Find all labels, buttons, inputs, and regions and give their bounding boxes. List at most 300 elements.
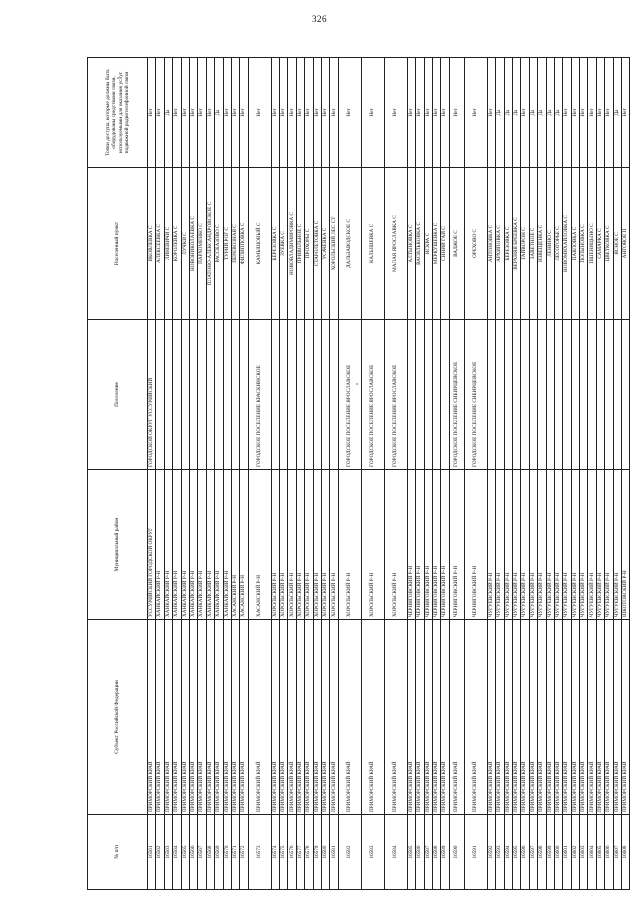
cell-number: 16589: [441, 815, 449, 890]
cell-locality: АРХИПОВКА С: [496, 168, 504, 320]
table-row: [407, 58, 415, 890]
table-row: [563, 58, 571, 890]
cell-district: ХОРОЛЬСКИЙ Р-Н: [313, 470, 321, 620]
cell-locality: ПЕРЕВОЗНАЯ С: [231, 168, 239, 320]
page-number: 326: [312, 14, 327, 24]
cell-district: ХОРОЛЬСКИЙ Р-Н: [288, 470, 296, 620]
cell-locality: КАМЫШОВЫЙ С: [248, 168, 271, 320]
cell-settlement: [432, 320, 440, 470]
cell-access: Нет: [416, 58, 424, 168]
cell-subject: ПРИМОРСКИЙ КРАЙ: [407, 620, 415, 815]
cell-access: Нет: [181, 58, 189, 168]
cell-subject: ПРИМОРСКИЙ КРАЙ: [588, 620, 596, 815]
cell-number: 16579: [313, 815, 321, 890]
cell-access: Нет: [248, 58, 271, 168]
cell-settlement: [554, 320, 562, 470]
table-row: [596, 58, 604, 890]
cell-locality: ЛЕНИНО С: [546, 168, 554, 320]
table-row: [529, 58, 537, 890]
cell-locality: БЕРЕЗОВКА С: [271, 168, 279, 320]
cell-number: 16592: [487, 815, 495, 890]
cell-district: ЧУГУЕВСКИЙ Р-Н: [512, 470, 520, 620]
cell-access: Нет: [148, 58, 156, 168]
cell-access: Да: [529, 58, 537, 168]
cell-district: ХАНКАЙСКИЙ Р-Н: [156, 470, 164, 620]
cell-district: ЧУГУЕВСКИЙ Р-Н: [487, 470, 495, 620]
cell-access: Да: [504, 58, 512, 168]
cell-access: Нет: [280, 58, 288, 168]
cell-access: Нет: [361, 58, 384, 168]
cell-district: ЧЕРНИГОВСКИЙ Р-Н: [407, 470, 415, 620]
cell-access: Нет: [296, 58, 304, 168]
table-row: [588, 58, 596, 890]
cell-access: Нет: [271, 58, 279, 168]
cell-settlement: [173, 320, 181, 470]
table-row: [296, 58, 304, 890]
cell-number: 16561: [148, 815, 156, 890]
cell-subject: ПРИМОРСКИЙ КРАЙ: [504, 620, 512, 815]
cell-number: 16572: [240, 815, 248, 890]
cell-district: ХАСАНСКИЙ Р-Н: [231, 470, 239, 620]
cell-subject: ПРИМОРСКИЙ КРАЙ: [361, 620, 384, 815]
cell-access: Нет: [424, 58, 432, 168]
cell-access: Нет: [464, 58, 487, 168]
cell-subject: ПРИМОРСКИЙ КРАЙ: [223, 620, 231, 815]
table-row: [189, 58, 197, 890]
cell-locality: КАЛЫШЕВКА С: [361, 168, 384, 320]
cell-number: 16591: [464, 815, 487, 890]
table-row: [622, 58, 630, 890]
cell-number: 16585: [407, 815, 415, 890]
cell-access: Нет: [622, 58, 630, 168]
cell-settlement: [416, 320, 424, 470]
table-row: [512, 58, 520, 890]
table-row: [424, 58, 432, 890]
cell-locality: ЛИНЕВИЧИ С: [164, 168, 172, 320]
cell-locality: РАССКАЗОВО С: [215, 168, 223, 320]
cell-settlement: ГОРОДСКОЙ ОКРУГ УССУРИЙСКИЙ: [148, 320, 156, 470]
table-row: [231, 58, 239, 890]
cell-subject: ПРИМОРСКИЙ КРАЙ: [487, 620, 495, 815]
cell-district: ХАНКАЙСКИЙ Р-Н: [189, 470, 197, 620]
cell-district: ЧУГУЕВСКИЙ Р-Н: [596, 470, 604, 620]
cell-subject: ПРИМОРСКИЙ КРАЙ: [148, 620, 156, 815]
cell-district: ЧУГУЕВСКИЙ Р-Н: [613, 470, 621, 620]
table-row: [280, 58, 288, 890]
cell-district: ХАНКАЙСКИЙ Р-Н: [198, 470, 206, 620]
cell-settlement: [215, 320, 223, 470]
cell-settlement: [280, 320, 288, 470]
cell-settlement: [156, 320, 164, 470]
cell-number: 16581: [330, 815, 338, 890]
cell-access: Нет: [571, 58, 579, 168]
cell-district: ШКОТОВСКИЙ Р-Н: [622, 470, 630, 620]
table-row: [271, 58, 279, 890]
cell-access: Да: [554, 58, 562, 168]
table-row: [441, 58, 449, 890]
cell-district: УССУРИЙСКИЙ ГОРОДСКОЙ ОКРУГ: [148, 470, 156, 620]
cell-access: Нет: [338, 58, 361, 168]
cell-number: 16577: [296, 815, 304, 890]
cell-locality: СТАРОЛЕТОВКА С: [313, 168, 321, 320]
cell-access: Да: [164, 58, 172, 168]
cell-access: Нет: [313, 58, 321, 168]
cell-number: 16598: [538, 815, 546, 890]
cell-number: 16582: [338, 815, 361, 890]
table-row: [305, 58, 313, 890]
cell-district: ЧУГУЕВСКИЙ Р-Н: [571, 470, 579, 620]
cell-district: ХАНКАЙСКИЙ Р-Н: [164, 470, 172, 620]
cell-number: 16567: [198, 815, 206, 890]
cell-access: Нет: [156, 58, 164, 168]
cell-number: 16588: [432, 815, 440, 890]
header-district: Муниципальный район: [88, 470, 148, 620]
cell-settlement: [571, 320, 579, 470]
cell-subject: ПРИМОРСКИЙ КРАЙ: [546, 620, 554, 815]
table-row: [181, 58, 189, 890]
cell-subject: ПРИМОРСКИЙ КРАЙ: [173, 620, 181, 815]
cell-locality: ХОРОЛЬСКИЙ ЛЕС СТ: [330, 168, 338, 320]
cell-number: 16605: [596, 815, 604, 890]
cell-locality: АНГОВОЕ П: [622, 168, 630, 320]
cell-district: ХАНКАЙСКИЙ Р-Н: [206, 470, 214, 620]
cell-locality: ЯКОВЛЕВКА С: [148, 168, 156, 320]
table-row: [361, 58, 384, 890]
cell-settlement: [288, 320, 296, 470]
cell-subject: ПРИМОРСКИЙ КРАЙ: [580, 620, 588, 815]
cell-settlement: [206, 320, 214, 470]
header-settlement: Поселение: [88, 320, 148, 470]
cell-subject: ПРИМОРСКИЙ КРАЙ: [512, 620, 520, 815]
cell-settlement: ГОРОДСКОЕ ПОСЕЛЕНИЕ ЯРОСЛАВСКОЕ: [384, 320, 407, 470]
cell-number: 16563: [164, 815, 172, 890]
cell-subject: ПРИМОРСКИЙ КРАЙ: [338, 620, 361, 815]
cell-access: Нет: [223, 58, 231, 168]
cell-access: Да: [512, 58, 520, 168]
cell-settlement: [496, 320, 504, 470]
cell-number: 16590: [449, 815, 464, 890]
cell-subject: ПРИМОРСКИЙ КРАЙ: [248, 620, 271, 815]
cell-settlement: [588, 320, 596, 470]
cell-locality: АЛЕКСЕЕВКА С: [156, 168, 164, 320]
cell-settlement: [622, 320, 630, 470]
cell-access: Нет: [432, 58, 440, 168]
table-row: [449, 58, 464, 890]
cell-access: Нет: [588, 58, 596, 168]
cell-locality: ЗУЕВКА С: [280, 168, 288, 320]
cell-district: ХОРОЛЬСКИЙ Р-Н: [330, 470, 338, 620]
cell-subject: ПРИМОРСКИЙ КРАЙ: [198, 620, 206, 815]
table-row: [198, 58, 206, 890]
cell-number: 16570: [223, 815, 231, 890]
cell-district: ЧЕРНИГОВСКИЙ Р-Н: [424, 470, 432, 620]
cell-access: Да: [538, 58, 546, 168]
cell-settlement: [521, 320, 529, 470]
table-row: [613, 58, 621, 890]
cell-settlement: [164, 320, 172, 470]
cell-locality: ПЛАТОНО-АЛЕКСАНДРОВСКОЕ С: [206, 168, 214, 320]
access-points-table: [87, 57, 630, 890]
cell-district: ЧЕРНИГОВСКИЙ Р-Н: [441, 470, 449, 620]
table-row: [546, 58, 554, 890]
cell-locality: ПРОХОРЫ С: [305, 168, 313, 320]
header-number: № п/п: [88, 815, 148, 890]
cell-subject: ПРИМОРСКИЙ КРАЙ: [240, 620, 248, 815]
cell-settlement: [512, 320, 520, 470]
cell-number: 16578: [305, 815, 313, 890]
cell-settlement: [504, 320, 512, 470]
cell-subject: ПРИМОРСКИЙ КРАЙ: [156, 620, 164, 815]
cell-locality: МАЛАЯ ЯРОСЛАВКА С: [384, 168, 407, 320]
cell-locality: ВАСИЛЬКОВКА С: [416, 168, 424, 320]
header-access-points: Точки доступа, которые должны быть оборудованы средствами связи, используемыми для оказания услуг подвижной радиотелефонной связи: [88, 58, 148, 168]
cell-number: 16576: [288, 815, 296, 890]
cell-district: ХАНКАЙСКИЙ Р-Н: [181, 470, 189, 620]
cell-district: ХАСАНСКИЙ Р-Н: [248, 470, 271, 620]
cell-access: Нет: [407, 58, 415, 168]
cell-access: Нет: [305, 58, 313, 168]
cell-access: Нет: [330, 58, 338, 168]
cell-subject: ПРИМОРСКИЙ КРАЙ: [521, 620, 529, 815]
cell-settlement: [271, 320, 279, 470]
table-row: [580, 58, 588, 890]
cell-settlement: [198, 320, 206, 470]
header-locality: Населенный пункт: [88, 168, 148, 320]
table-row: [248, 58, 271, 890]
cell-district: ЧУГУЕВСКИЙ Р-Н: [521, 470, 529, 620]
cell-locality: ЛЕСОГОРЬЕ С: [554, 168, 562, 320]
cell-locality: АЛТЫНОВКА С: [407, 168, 415, 320]
cell-locality: ПАРХОМЕНКО С: [198, 168, 206, 320]
cell-access: Нет: [596, 58, 604, 168]
cell-locality: МЕРКУШЕВКА С: [432, 168, 440, 320]
cell-number: 16602: [571, 815, 579, 890]
cell-settlement: [231, 320, 239, 470]
cell-locality: ЛУЧКИ С: [181, 168, 189, 320]
cell-number: 16603: [580, 815, 588, 890]
cell-access: Нет: [240, 58, 248, 168]
cell-number: 16564: [173, 815, 181, 890]
cell-district: ХАСАНСКИЙ Р-Н: [240, 470, 248, 620]
cell-number: 16597: [529, 815, 537, 890]
cell-subject: ПРИМОРСКИЙ КРАЙ: [189, 620, 197, 815]
cell-settlement: [441, 320, 449, 470]
cell-locality: УСАЧЕВКА С: [322, 168, 330, 320]
table-row: [496, 58, 504, 890]
cell-subject: ПРИМОРСКИЙ КРАЙ: [296, 620, 304, 815]
cell-settlement: [529, 320, 537, 470]
cell-number: 16562: [156, 815, 164, 890]
cell-subject: ПРИМОРСКИЙ КРАЙ: [464, 620, 487, 815]
cell-settlement: [596, 320, 604, 470]
cell-locality: ГАЙВОРОН С: [521, 168, 529, 320]
cell-locality: ЗАВЕТНОЕ С: [529, 168, 537, 320]
cell-subject: ПРИМОРСКИЙ КРАЙ: [416, 620, 424, 815]
cell-locality: ОРЕХОВО С: [464, 168, 487, 320]
cell-subject: ПРИМОРСКИЙ КРАЙ: [231, 620, 239, 815]
cell-number: 16600: [554, 815, 562, 890]
cell-locality: АНТОНОВКА С: [487, 168, 495, 320]
cell-subject: ПРИМОРСКИЙ КРАЙ: [330, 620, 338, 815]
cell-access: Нет: [198, 58, 206, 168]
cell-access: Нет: [384, 58, 407, 168]
cell-access: Нет: [605, 58, 613, 168]
table-row: [173, 58, 181, 890]
header-subject: Субъект Российской Федерации: [88, 620, 148, 815]
cell-locality: ВАДЖОЕ С: [449, 168, 464, 320]
cell-settlement: [322, 320, 330, 470]
cell-number: 16571: [231, 815, 239, 890]
cell-district: ХАНКАЙСКИЙ Р-Н: [215, 470, 223, 620]
cell-district: ХОРОЛЬСКИЙ Р-Н: [305, 470, 313, 620]
table-row: [571, 58, 579, 890]
cell-number: 16584: [384, 815, 407, 890]
cell-district: ХОРОЛЬСКИЙ Р-Н: [361, 470, 384, 620]
table-row: [521, 58, 529, 890]
cell-access: Нет: [231, 58, 239, 168]
cell-subject: ПРИМОРСКИЙ КРАЙ: [181, 620, 189, 815]
table-row: [322, 58, 330, 890]
cell-number: 16568: [206, 815, 214, 890]
cell-access: Нет: [288, 58, 296, 168]
cell-number: 16587: [424, 815, 432, 890]
cell-settlement: ГОРОДСКОЕ ПОСЕЛЕНИЕ ЯРОСЛАВСКОЕ: [338, 320, 361, 470]
cell-settlement: [296, 320, 304, 470]
cell-subject: ПРИМОРСКИЙ КРАЙ: [529, 620, 537, 815]
cell-settlement: ГОРОДСКОЕ ПОСЕЛЕНИЕ КРАСКИНСКОЕ: [248, 320, 271, 470]
cell-access: Нет: [173, 58, 181, 168]
cell-district: ХАНКАЙСКИЙ Р-Н: [173, 470, 181, 620]
cell-subject: ПРИМОРСКИЙ КРАЙ: [605, 620, 613, 815]
cell-locality: ЯСНОЕ С: [613, 168, 621, 320]
cell-subject: ПРИМОРСКИЙ КРАЙ: [271, 620, 279, 815]
cell-subject: ПРИМОРСКИЙ КРАЙ: [164, 620, 172, 815]
cell-subject: ПРИМОРСКИЙ КРАЙ: [622, 620, 630, 815]
cell-subject: ПРИМОРСКИЙ КРАЙ: [596, 620, 604, 815]
cell-district: ХОРОЛЬСКИЙ Р-Н: [322, 470, 330, 620]
cell-district: ХОРОЛЬСКИЙ Р-Н: [384, 470, 407, 620]
cell-subject: ПРИМОРСКИЙ КРАЙ: [288, 620, 296, 815]
cell-number: 16595: [512, 815, 520, 890]
cell-subject: ПРИМОРСКИЙ КРАЙ: [384, 620, 407, 815]
cell-locality: ПШЕНИЦЫНО С: [588, 168, 596, 320]
cell-access: Нет: [580, 58, 588, 168]
cell-locality: ИСКРА С: [424, 168, 432, 320]
cell-access: Да: [546, 58, 554, 168]
cell-access: Нет: [441, 58, 449, 168]
cell-number: 16608: [622, 815, 630, 890]
cell-subject: ПРИМОРСКИЙ КРАЙ: [571, 620, 579, 815]
table-row: [432, 58, 440, 890]
table-row: [538, 58, 546, 890]
cell-subject: ПРИМОРСКИЙ КРАЙ: [424, 620, 432, 815]
cell-locality: НОВОВЛАДИМИРОВКА С: [288, 168, 296, 320]
cell-district: ЧУГУЕВСКИЙ Р-Н: [496, 470, 504, 620]
cell-settlement: [613, 320, 621, 470]
table-row: [215, 58, 223, 890]
cell-number: 16575: [280, 815, 288, 890]
table-row: [338, 58, 361, 890]
cell-number: 16604: [588, 815, 596, 890]
table-body: [148, 58, 630, 890]
cell-subject: ПРИМОРСКИЙ КРАЙ: [613, 620, 621, 815]
cell-district: ХОРОЛЬСКИЙ Р-Н: [280, 470, 288, 620]
cell-district: ХОРОЛЬСКИЙ Р-Н: [338, 470, 361, 620]
cell-settlement: [424, 320, 432, 470]
cell-locality: ФИЛИППОВКА С: [240, 168, 248, 320]
cell-number: 16566: [189, 815, 197, 890]
table-row: [554, 58, 562, 890]
cell-locality: САМАРКА С: [596, 168, 604, 320]
cell-subject: ПРИМОРСКИЙ КРАЙ: [432, 620, 440, 815]
cell-access: Да: [613, 58, 621, 168]
table-row: [206, 58, 214, 890]
table-row: [156, 58, 164, 890]
cell-subject: ПРИМОРСКИЙ КРАЙ: [449, 620, 464, 815]
table-header-row: [88, 58, 148, 890]
cell-locality: БЕРЕЗОВКА С: [504, 168, 512, 320]
cell-district: ЧУГУЕВСКИЙ Р-Н: [538, 470, 546, 620]
cell-settlement: ГОРОДСКОЕ ПОСЕЛЕНИЕ СИБИРЦЕВСКОЕ: [464, 320, 487, 470]
cell-locality: ПРИВОЛЬНОЕ С: [296, 168, 304, 320]
cell-locality: ПОЛЫНОВКА С: [580, 168, 588, 320]
cell-access: Нет: [563, 58, 571, 168]
table-row: [330, 58, 338, 890]
table-row: [223, 58, 231, 890]
cell-settlement: [305, 320, 313, 470]
table-row: [148, 58, 156, 890]
table-row: [464, 58, 487, 890]
cell-access: Нет: [449, 58, 464, 168]
cell-locality: ДАЛЬЗАВОДСКОЕ С: [338, 168, 361, 320]
cell-settlement: [605, 320, 613, 470]
cell-district: ЧУГУЕВСКИЙ Р-Н: [588, 470, 596, 620]
cell-settlement: [407, 320, 415, 470]
table-row: [487, 58, 495, 890]
cell-settlement: [580, 320, 588, 470]
cell-subject: ПРИМОРСКИЙ КРАЙ: [322, 620, 330, 815]
cell-settlement: ГОРОДСКОЕ ПОСЕЛЕНИЕ СИБИРЦЕВСКОЕ: [449, 320, 464, 470]
cell-district: ЧУГУЕВСКИЙ Р-Н: [504, 470, 512, 620]
cell-number: 16599: [546, 815, 554, 890]
cell-locality: КОРОЛЕВКА С: [173, 168, 181, 320]
table-row: [605, 58, 613, 890]
cell-locality: ВЕРХНЯЯ БРЕЕВКА С: [512, 168, 520, 320]
cell-district: ХОРОЛЬСКИЙ Р-Н: [296, 470, 304, 620]
cell-settlement: [240, 320, 248, 470]
cell-district: ЧЕРНИГОВСКИЙ Р-Н: [449, 470, 464, 620]
cell-locality: ИЗВЕЩЕНКА С: [538, 168, 546, 320]
cell-subject: ПРИМОРСКИЙ КРАЙ: [305, 620, 313, 815]
cell-settlement: [189, 320, 197, 470]
cell-number: 16606: [605, 815, 613, 890]
rotated-table-viewport: [87, 58, 629, 890]
cell-number: 16593: [496, 815, 504, 890]
cell-settlement: [330, 320, 338, 470]
cell-locality: ПАВЛОВКА С: [571, 168, 579, 320]
cell-access: Да: [496, 58, 504, 168]
cell-settlement: [538, 320, 546, 470]
cell-district: ЧУГУЕВСКИЙ Р-Н: [605, 470, 613, 620]
cell-access: Нет: [487, 58, 495, 168]
cell-access: Да: [215, 58, 223, 168]
table-row: [240, 58, 248, 890]
cell-district: ЧУГУЕВСКИЙ Р-Н: [546, 470, 554, 620]
cell-subject: ПРИМОРСКИЙ КРАЙ: [280, 620, 288, 815]
table-row: [504, 58, 512, 890]
table-row: [288, 58, 296, 890]
cell-subject: ПРИМОРСКИЙ КРАЙ: [496, 620, 504, 815]
